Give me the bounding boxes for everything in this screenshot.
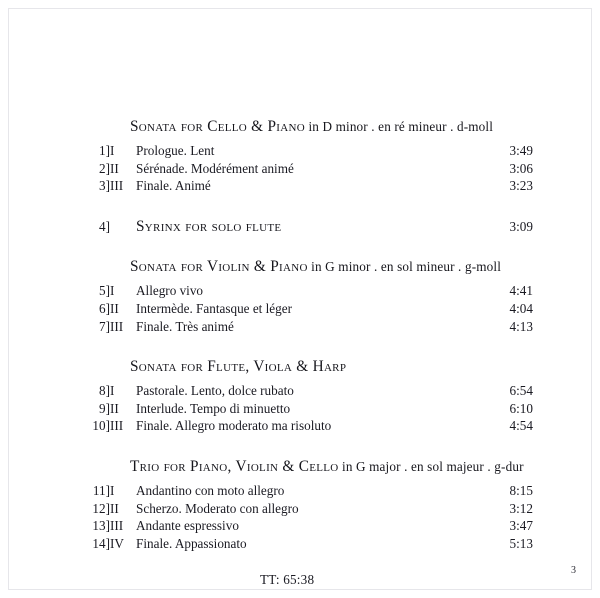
track-number: 3] bbox=[99, 178, 110, 194]
movement-numeral: I bbox=[110, 482, 115, 498]
track-title: Prologue. Lent bbox=[136, 143, 215, 158]
track-duration: 6:10 bbox=[509, 400, 533, 416]
track-title: Syrinx for solo flute bbox=[136, 217, 282, 235]
table-row[interactable] bbox=[78, 160, 533, 178]
table-row[interactable] bbox=[78, 400, 533, 418]
table-row[interactable] bbox=[78, 218, 533, 236]
track-title-wrap bbox=[136, 219, 281, 234]
page-number: 3 bbox=[571, 565, 576, 576]
track-number: 13] bbox=[92, 518, 110, 534]
track-number: 6] bbox=[99, 300, 110, 316]
work-title-rest: in D minor . en ré mineur . d-moll bbox=[308, 119, 494, 134]
track-number: 10] bbox=[92, 418, 110, 434]
total-time: TT: 65:38 bbox=[260, 572, 315, 588]
movement-numeral: II bbox=[110, 300, 119, 316]
track-title: Finale. Très animé bbox=[136, 318, 234, 334]
table-row[interactable] bbox=[78, 142, 533, 160]
track-duration: 3:23 bbox=[509, 178, 533, 194]
track-number: 5] bbox=[99, 283, 110, 299]
track-title: Finale. Allegro moderato ma risoluto bbox=[136, 418, 332, 434]
table-row[interactable] bbox=[78, 177, 533, 195]
movement-numeral: II bbox=[110, 500, 119, 516]
track-duration: 3:09 bbox=[509, 218, 533, 234]
track-number: 14] bbox=[92, 535, 110, 551]
track-duration: 4:04 bbox=[509, 300, 533, 316]
movement-numeral: II bbox=[110, 400, 119, 416]
group-spacer bbox=[78, 201, 533, 218]
work-group bbox=[78, 118, 533, 195]
work-title-main: Sonata for Cello & Piano bbox=[130, 118, 306, 135]
track-duration: 3:49 bbox=[509, 143, 533, 158]
work-title-main: Trio for Piano, Violin & Cello bbox=[130, 457, 339, 475]
work-title-rest: in G minor . en sol mineur . g-moll bbox=[311, 259, 502, 275]
movement-numeral: II bbox=[110, 160, 119, 176]
movement-numeral: I bbox=[110, 383, 115, 399]
track-duration: 4:41 bbox=[509, 283, 533, 299]
table-row[interactable] bbox=[78, 318, 533, 336]
group-spacer bbox=[78, 341, 533, 358]
movement-numeral: I bbox=[110, 143, 115, 158]
track-title: Pastorale. Lento, dolce rubato bbox=[136, 383, 294, 399]
table-row[interactable] bbox=[78, 535, 533, 553]
work-group bbox=[78, 258, 533, 335]
track-number: 11] bbox=[92, 482, 110, 498]
movement-numeral: I bbox=[110, 283, 115, 299]
group-spacer bbox=[78, 241, 533, 258]
track-duration: 5:13 bbox=[509, 535, 533, 551]
track-number: 9] bbox=[99, 400, 110, 416]
table-row[interactable] bbox=[78, 517, 533, 535]
movement-numeral: IV bbox=[110, 535, 124, 551]
track-title: Andantino con moto allegro bbox=[136, 482, 285, 498]
movement-numeral: III bbox=[110, 418, 124, 434]
work-title bbox=[130, 118, 533, 136]
track-title: Finale. Animé bbox=[136, 178, 211, 194]
table-row[interactable] bbox=[78, 382, 533, 400]
track-duration: 8:15 bbox=[509, 482, 533, 498]
track-title: Allegro vivo bbox=[136, 283, 204, 299]
track-table bbox=[78, 482, 533, 552]
track-table bbox=[78, 382, 533, 435]
track-title: Intermède. Fantasque et léger bbox=[136, 300, 292, 316]
track-number: 8] bbox=[99, 383, 110, 399]
track-number: 7] bbox=[99, 318, 110, 334]
track-title: Interlude. Tempo di minuetto bbox=[136, 400, 291, 416]
track-title: Finale. Appassionato bbox=[136, 535, 247, 551]
movement-numeral bbox=[110, 218, 136, 236]
work-group bbox=[78, 358, 533, 435]
track-number: 2] bbox=[99, 160, 110, 176]
track-duration: 3:12 bbox=[509, 500, 533, 516]
track-duration: 4:54 bbox=[509, 418, 533, 434]
table-row[interactable] bbox=[78, 482, 533, 500]
group-spacer bbox=[78, 441, 533, 458]
movement-numeral: III bbox=[110, 178, 124, 194]
work-title-main: Sonata for Flute, Viola & Harp bbox=[130, 358, 347, 376]
track-title: Sérénade. Modérément animé bbox=[136, 160, 294, 176]
track-duration: 3:06 bbox=[509, 160, 533, 176]
track-table bbox=[78, 218, 533, 236]
work-title bbox=[130, 358, 533, 376]
work-title bbox=[130, 258, 533, 276]
track-title: Andante espressivo bbox=[136, 518, 239, 534]
work-title-rest: in G major . en sol majeur . g-dur bbox=[342, 458, 524, 474]
track-number: 4] bbox=[99, 218, 110, 234]
table-row[interactable] bbox=[78, 500, 533, 518]
table-row[interactable] bbox=[78, 300, 533, 318]
track-table bbox=[78, 142, 533, 195]
track-duration: 6:54 bbox=[509, 383, 533, 399]
movement-numeral: III bbox=[110, 518, 124, 534]
track-number: 12] bbox=[92, 500, 110, 516]
table-row[interactable] bbox=[78, 417, 533, 435]
track-duration: 3:47 bbox=[509, 518, 533, 534]
track-title: Scherzo. Moderato con allegro bbox=[136, 500, 299, 516]
work-group bbox=[78, 218, 533, 236]
track-table bbox=[78, 282, 533, 335]
work-title-main: Sonata for Violin & Piano bbox=[130, 258, 308, 276]
movement-numeral: III bbox=[110, 318, 124, 334]
track-number: 1] bbox=[99, 143, 110, 158]
work-title bbox=[130, 458, 533, 476]
track-duration: 4:13 bbox=[509, 318, 533, 334]
work-group bbox=[78, 458, 533, 552]
table-row[interactable] bbox=[78, 282, 533, 300]
tracklist bbox=[78, 118, 533, 588]
